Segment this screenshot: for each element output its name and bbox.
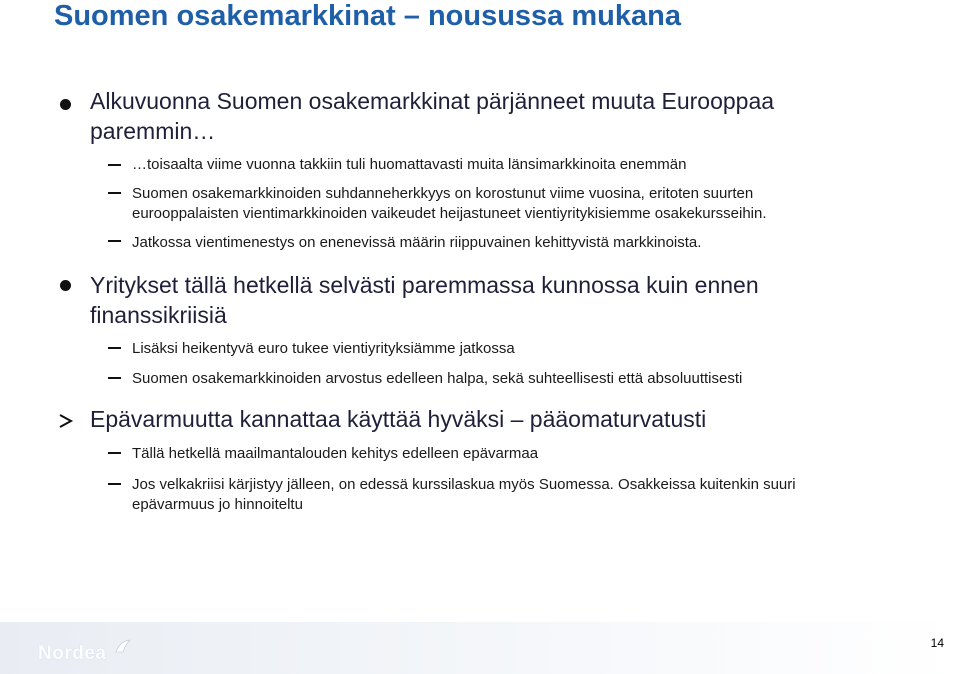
dash-icon — [108, 452, 121, 454]
bullet-dot-icon — [60, 280, 71, 291]
section-heading — [90, 404, 706, 434]
list-item-text: Jos velkakriisi kärjistyy jälleen, on edessä kurssilaskua myös Suomessa. Osakkeissa kuitenkin suuri — [132, 476, 796, 493]
logo-sail-icon — [114, 639, 132, 653]
list-item-text: Lisäksi heikentyvä euro tukee vientiyrityksiämme jatkossa — [132, 340, 515, 357]
section-heading-line: Epävarmuutta kannattaa käyttää hyväksi – pääomaturvatusti — [90, 406, 707, 432]
dash-icon — [108, 240, 121, 242]
slide-title: Suomen osakemarkkinat – nousussa mukana — [54, 0, 681, 32]
arrowhead-bullet-icon — [58, 413, 74, 429]
dash-icon — [108, 164, 121, 166]
nordea-logo — [38, 639, 132, 665]
list-item-text: Jatkossa vientimenestys on enenevissä määrin riippuvainen kehittyvistä markkinoista. — [132, 234, 702, 251]
section-heading-line: Yritykset tällä hetkellä selvästi paremmassa kunnossa kuin ennen — [90, 272, 759, 298]
bullet-dot-icon — [60, 99, 71, 110]
dash-icon — [108, 192, 121, 194]
section-heading-line: finanssikriisiä — [90, 302, 227, 328]
section-heading — [90, 86, 774, 146]
list-item-text: …toisaalta viime vuonna takkiin tuli huomattavasti muita länsimarkkinoita enemmän — [132, 156, 687, 173]
dash-icon — [108, 377, 121, 379]
logo-text: Nordea — [38, 643, 107, 664]
list-item-text: Suomen osakemarkkinoiden arvostus edelleen halpa, sekä suhteellisesti että absoluuttisesti — [132, 370, 743, 387]
dash-icon — [108, 347, 121, 349]
section-heading-line: paremmin… — [90, 118, 216, 144]
list-item — [132, 369, 742, 389]
section-heading-line: Alkuvuonna Suomen osakemarkkinat pärjänneet muuta Eurooppaa — [90, 88, 775, 114]
list-item-text: Suomen osakemarkkinoiden suhdanneherkkyys on korostunut viime vuosina, eritoten suurten — [132, 185, 754, 202]
list-item — [132, 233, 701, 253]
dash-icon — [108, 483, 121, 485]
list-item — [132, 155, 686, 175]
list-item-text: Tällä hetkellä maailmantalouden kehitys edelleen epävarmaa — [132, 445, 539, 462]
page-number: 14 — [930, 636, 944, 650]
footer-bar — [0, 622, 960, 674]
list-item — [132, 444, 538, 464]
list-item — [132, 475, 796, 515]
section-heading — [90, 270, 759, 330]
list-item-text: eurooppalaisten vientimarkkinoiden vaikeudet heijastuneet vientiyritykisiemme osakekursseihin. — [132, 205, 767, 222]
list-item-text: epävarmuus jo hinnoiteltu — [132, 496, 303, 513]
list-item — [132, 339, 515, 359]
list-item — [132, 184, 767, 224]
